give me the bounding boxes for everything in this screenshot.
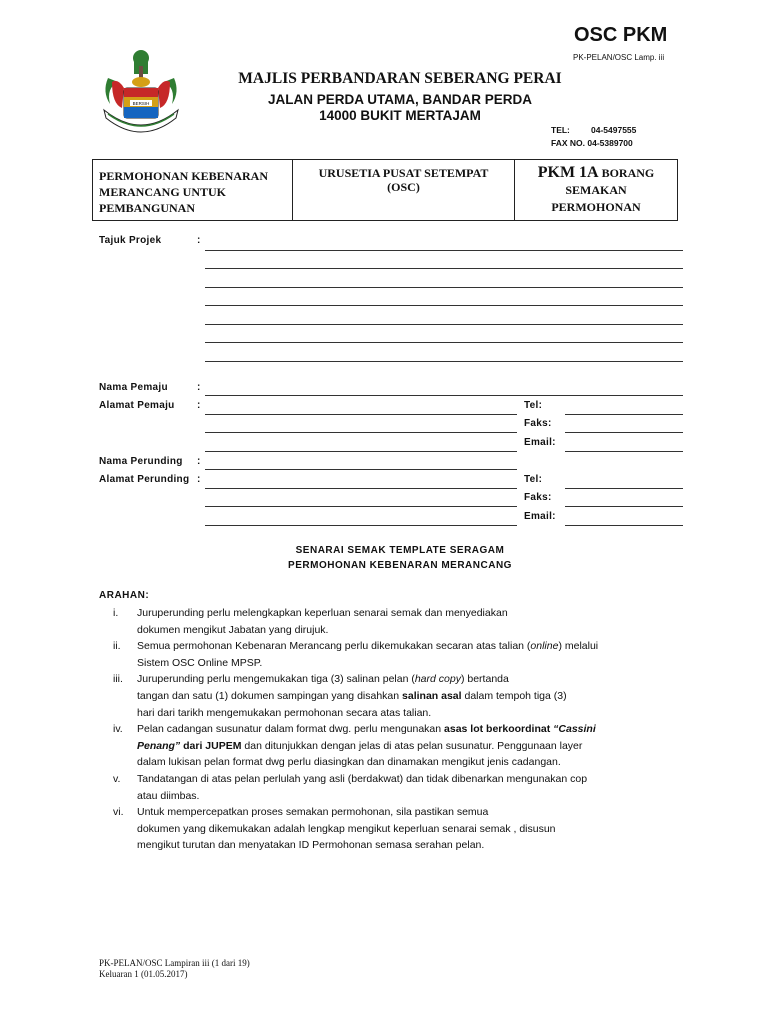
project-title-line-7[interactable] [205,361,683,362]
permit-title-cell [93,160,293,220]
instruction-text: dokumen yang dikemukakan adalah lengkap mengikut keperluan senarai semak , disusun [137,822,556,835]
project-title-line-1[interactable] [205,250,683,251]
organization-name: MAJLIS PERBANDARAN SEBERANG PERAI [238,70,562,87]
fax-label: FAX NO. [551,138,586,148]
developer-email-label: Email: [524,437,556,448]
telephone-line [551,125,636,135]
footer-document-ref: PK-PELAN/OSC Lampiran iii (1 dari 19) [99,958,250,968]
instruction-text: Semua permohonan Kebenaran Merancang perlu dikemukakan secaran atas talian ( [137,640,531,653]
consultant-tel-line[interactable] [565,488,683,489]
instruction-text: Sistem OSC Online MPSP. [137,656,263,669]
telephone-label: TEL: [551,125,570,135]
instruction-number: i. [113,607,119,619]
consultant-email-label: Email: [524,511,556,522]
instruction-text: dalam tempoh tiga (3) [461,689,567,702]
address-line-1: JALAN PERDA UTAMA, BANDAR PERDA [267,92,532,107]
instruction-text: Untuk mempercepatkan proses semakan permohonan, sila pastikan semua [137,806,489,819]
instruction-text: ) bertanda [460,673,509,686]
form-type-word-2: SEMAKAN [565,183,627,197]
instruction-text: mengikut turutan dan menyatakan ID Permohonan semasa serahan pelan. [137,839,485,852]
consultant-fax-label: Faks: [524,492,552,503]
developer-address-line-3[interactable] [205,451,517,452]
telephone-value: 04-5497555 [591,125,637,135]
instruction-text: Pelan cadangan susunatur dalam format dwg. perlu mengunakan [137,723,445,736]
colon: : [197,235,201,246]
consultant-address-label: Alamat Perunding [99,474,190,485]
instruction-item [99,721,679,771]
secretariat-cell [293,160,515,220]
project-title-label: Tajuk Projek [99,235,162,246]
colon: : [197,474,201,485]
permit-title-line-3: PEMBANGUNAN [99,201,195,215]
developer-name-line[interactable] [205,395,683,396]
project-title-line-5[interactable] [205,324,683,325]
instruction-number: ii. [113,640,121,653]
checklist-title-line-1: SENARAI SEMAK TEMPLATE SERAGAM [295,545,505,556]
form-code-cell [515,160,677,220]
osc-title: OSC PKM [574,24,668,46]
footer-issue: Keluaran 1 (01.05.2017) [99,969,188,979]
instruction-text: atau diimbas. [137,789,200,802]
instruction-text-italic: online [530,640,559,653]
fax-value: 04-5389700 [587,138,633,148]
developer-address-line-2[interactable] [205,432,517,433]
secretariat-line-1: URUSETIA PUSAT SETEMPAT [318,166,489,180]
instruction-number: iv. [113,723,123,736]
council-crest-logo [98,48,184,136]
project-title-line-4[interactable] [205,305,683,306]
fax-line [551,138,633,148]
instructions-list [99,605,679,854]
developer-tel-line[interactable] [565,414,683,415]
crest-banner-text: BERSIH [132,101,150,106]
consultant-address-line-2[interactable] [205,506,517,507]
instruction-text-italic: hard copy [414,673,461,686]
form-code: PKM 1A [537,164,599,181]
instruction-number: v. [113,772,121,785]
developer-address-line-1[interactable] [205,414,517,415]
instruction-text: dan ditunjukkan dengan jelas di atas pelan susunatur. Penggunaan layer [241,739,583,752]
project-title-line-3[interactable] [205,287,683,288]
consultant-name-label: Nama Perunding [99,456,183,467]
instruction-text-bold: asas lot berkoordinat [444,723,554,736]
permit-title-line-1: PERMOHONAN KEBENARAN [99,169,269,183]
instruction-item [99,804,679,854]
address-line-2: 14000 BUKIT MERTAJAM [319,108,481,123]
instructions-heading: ARAHAN: [99,590,150,601]
instruction-text-bold-italic: Penang” [137,739,181,752]
colon: : [197,382,201,393]
colon: : [197,400,201,411]
consultant-name-line[interactable] [205,469,517,470]
project-title-line-2[interactable] [205,268,683,269]
consultant-tel-label: Tel: [524,474,543,485]
developer-tel-label: Tel: [524,400,543,411]
form-type-word-3: PERMOHONAN [551,200,641,214]
instruction-text: tangan dan satu (1) dokumen sampingan yang disahkan [137,689,403,702]
developer-address-label: Alamat Pemaju [99,400,175,411]
instruction-number: vi. [113,806,124,819]
permit-title-line-2: MERANCANG UNTUK [99,185,226,199]
instruction-text-bold-italic: “Cassini [553,723,596,736]
checklist-title-line-2: PERMOHONAN KEBENARAN MERANCANG [288,560,512,571]
developer-email-line[interactable] [565,451,683,452]
consultant-fax-line[interactable] [565,506,683,507]
instruction-text-bold: dari JUPEM [180,739,242,752]
developer-fax-line[interactable] [565,432,683,433]
project-title-line-6[interactable] [205,342,683,343]
instruction-text: ) melalui [558,640,599,653]
colon: : [197,456,201,467]
instruction-text: hari dari tarikh mengemukakan permohonan secara atas talian. [137,706,432,719]
form-title-table [92,159,678,221]
instruction-item [99,605,679,638]
instruction-text: dalam lukisan pelan format dwg perlu diasingkan dan dinamakan mengikut jenis cadangan. [137,756,561,769]
reference-code: PK-PELAN/OSC Lamp. iii [573,53,665,62]
consultant-address-line-1[interactable] [205,488,517,489]
instruction-item [99,638,679,671]
instruction-text-bold: salinan asal [402,689,462,702]
instruction-number: iii. [113,673,123,686]
instruction-text: Juruperunding perlu melengkapkan keperluan senarai semak dan menyediakan [137,607,508,619]
secretariat-line-2: (OSC) [387,180,420,194]
instruction-item [99,771,679,804]
consultant-address-line-3[interactable] [205,525,517,526]
instruction-text: Tandatangan di atas pelan perlulah yang asli (berdakwat) dan tidak dibenarkan mengunakan cop [137,772,588,785]
instruction-text: dokumen mengikut Jabatan yang dirujuk. [137,623,329,636]
instruction-text: Juruperunding perlu mengemukakan tiga (3) salinan pelan ( [137,673,415,686]
form-type-word-1: BORANG [601,166,655,180]
instruction-item [99,671,679,721]
developer-name-label: Nama Pemaju [99,382,168,393]
developer-fax-label: Faks: [524,418,552,429]
consultant-email-line[interactable] [565,525,683,526]
